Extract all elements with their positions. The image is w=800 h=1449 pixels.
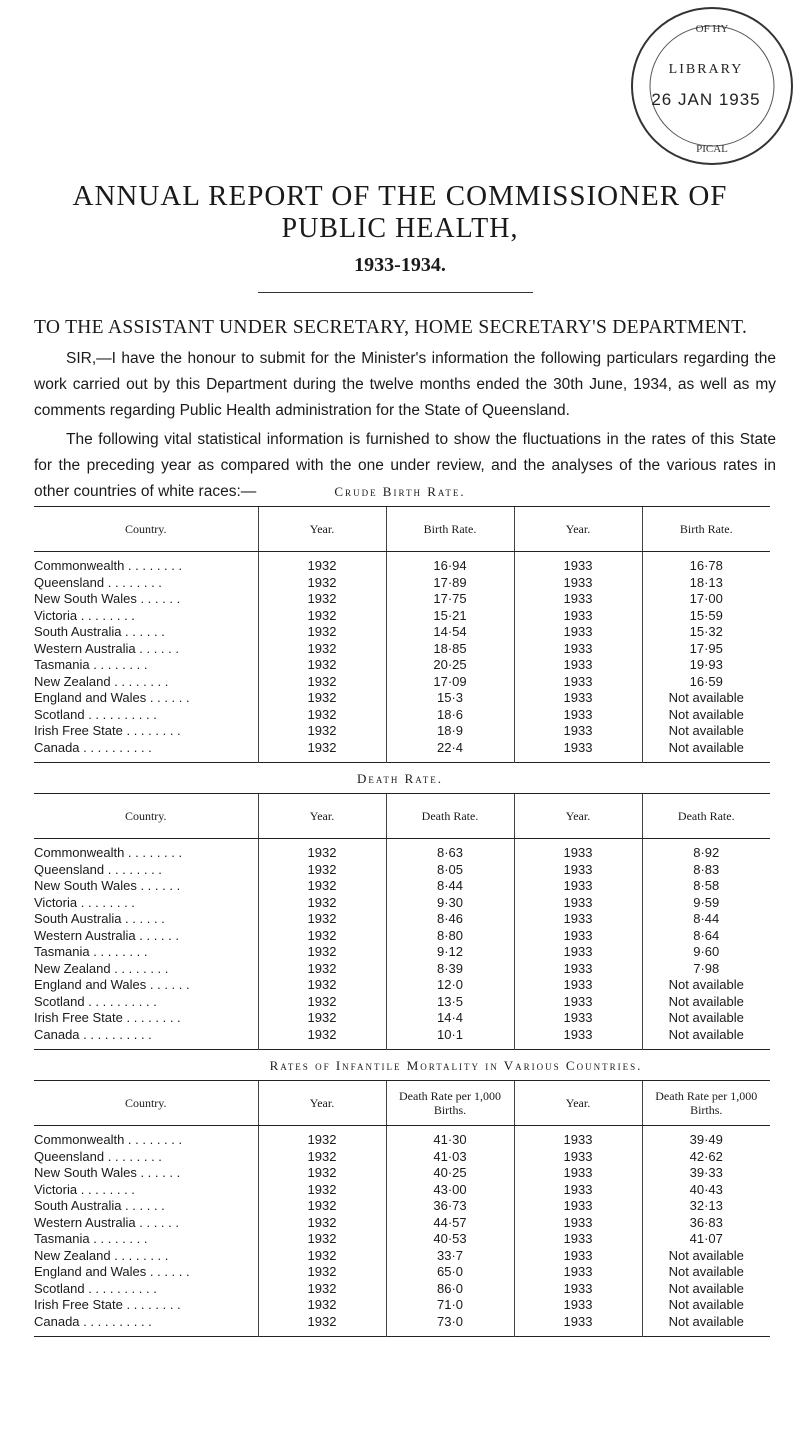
table-row [34, 944, 770, 961]
table-cell: 1932 [258, 994, 386, 1011]
intro-paragraph: SIR,—I have the honour to submit for the Minister's information the following particulars regarding the work carried out by this Department during the twelve months ended the 30th June, 1934, as well as my comments regarding Public Health administration for the State of Queensland. [34, 350, 776, 419]
table-cell: 1933 [514, 878, 642, 895]
table-cell: 8·80 [386, 928, 514, 945]
table-row [34, 1027, 770, 1050]
table-cell: 1932 [258, 911, 386, 928]
table-cell: 1932 [258, 1297, 386, 1314]
country-cell: New Zealand . . . . . . . . [34, 960, 169, 976]
table-cell: 40·25 [386, 1165, 514, 1182]
table-cell: 1933 [514, 862, 642, 879]
country-cell: Canada . . . . . . . . . . [34, 739, 152, 755]
table-cell: 1932 [258, 608, 386, 625]
country-cell: England and Wales . . . . . . [34, 1264, 190, 1280]
country-cell: Scotland . . . . . . . . . . [34, 993, 157, 1009]
table-row [34, 575, 770, 592]
table-cell: 1932 [258, 928, 386, 945]
table-cell: 17·00 [642, 591, 770, 608]
table-row [34, 723, 770, 740]
column-header: Death Rate per 1,000 Births. [642, 1081, 770, 1126]
country-cell: Victoria . . . . . . . . [34, 1181, 135, 1197]
birth-rate-table [34, 506, 770, 763]
table-cell: 1932 [258, 657, 386, 674]
table-cell: 12·0 [386, 977, 514, 994]
table-cell: 1932 [258, 591, 386, 608]
table-cell: 9·30 [386, 895, 514, 912]
column-header: Year. [514, 507, 642, 552]
table-cell: 33·7 [386, 1248, 514, 1265]
table-row [34, 707, 770, 724]
table-cell: 1932 [258, 1231, 386, 1248]
table-row [34, 624, 770, 641]
table-cell: 1932 [258, 624, 386, 641]
table-cell: 1932 [258, 1314, 386, 1337]
stamp-library-text: LIBRARY [668, 62, 744, 77]
country-cell: Tasmania . . . . . . . . [34, 657, 148, 673]
table-cell: 1932 [258, 895, 386, 912]
table-cell: 1933 [514, 1126, 642, 1149]
table-row [34, 1264, 770, 1281]
country-cell: Western Australia . . . . . . [34, 1214, 179, 1230]
table-cell: 1932 [258, 674, 386, 691]
table-cell: 1932 [258, 1165, 386, 1182]
table-cell: 86·0 [386, 1281, 514, 1298]
table-row [34, 1010, 770, 1027]
column-header: Year. [258, 507, 386, 552]
table-cell: 20·25 [386, 657, 514, 674]
table-cell: Not available [642, 994, 770, 1011]
table-cell: 8·46 [386, 911, 514, 928]
table-row [34, 928, 770, 945]
table-cell: 1932 [258, 1027, 386, 1050]
column-header: Country. [34, 794, 258, 839]
country-cell: Queensland . . . . . . . . [34, 1148, 162, 1164]
statistics-paragraph: The following vital statistical information is furnished to show the fluctuations in the rates of this State for the preceding year as compared with the one under review, and the analyses of the various rates in other countries of white races:— [34, 431, 776, 500]
table-cell: Not available [642, 1248, 770, 1265]
country-cell: Victoria . . . . . . . . [34, 894, 135, 910]
table-cell: 7·98 [642, 961, 770, 978]
table-cell: Not available [642, 723, 770, 740]
table-row [34, 895, 770, 912]
report-years: 1933-1934. [354, 254, 446, 276]
table-cell: Not available [642, 1281, 770, 1298]
table-cell: 19·93 [642, 657, 770, 674]
country-cell: New South Wales . . . . . . [34, 878, 181, 894]
table-cell: 44·57 [386, 1215, 514, 1232]
column-header: Death Rate. [386, 794, 514, 839]
country-cell: New South Wales . . . . . . [34, 591, 181, 607]
table-cell: 1933 [514, 1248, 642, 1265]
column-header: Death Rate per 1,000 Births. [386, 1081, 514, 1126]
table-cell: 18·13 [642, 575, 770, 592]
table-cell: 1932 [258, 977, 386, 994]
table-cell: 17·89 [386, 575, 514, 592]
table-row [34, 1198, 770, 1215]
country-cell: England and Wales . . . . . . [34, 977, 190, 993]
table-cell: 1932 [258, 961, 386, 978]
column-header: Country. [34, 507, 258, 552]
table-cell: 1933 [514, 994, 642, 1011]
country-cell: New Zealand . . . . . . . . [34, 673, 169, 689]
table-cell: 1933 [514, 1165, 642, 1182]
table-cell: 8·83 [642, 862, 770, 879]
table-cell: 1933 [514, 911, 642, 928]
table-cell: 9·59 [642, 895, 770, 912]
country-cell: Irish Free State . . . . . . . . [34, 1297, 181, 1313]
table-cell: 1932 [258, 740, 386, 763]
table-cell: 1933 [514, 1297, 642, 1314]
table-cell: 17·75 [386, 591, 514, 608]
country-cell: New Zealand . . . . . . . . [34, 1247, 169, 1263]
table-cell: 18·6 [386, 707, 514, 724]
table-cell: 1933 [514, 707, 642, 724]
table-row [34, 862, 770, 879]
table-cell: 1933 [514, 624, 642, 641]
table-cell: 71·0 [386, 1297, 514, 1314]
country-cell: Canada . . . . . . . . . . [34, 1313, 152, 1329]
library-stamp [616, 2, 796, 170]
country-cell: Irish Free State . . . . . . . . [34, 1010, 181, 1026]
table-cell: 8·92 [642, 839, 770, 862]
table-row [34, 1165, 770, 1182]
table-row [34, 1297, 770, 1314]
table-cell: 8·58 [642, 878, 770, 895]
country-cell: Commonwealth . . . . . . . . [34, 1132, 183, 1148]
table-cell: 9·60 [642, 944, 770, 961]
table-cell: Not available [642, 1314, 770, 1337]
table-cell: 1933 [514, 674, 642, 691]
country-cell: Queensland . . . . . . . . [34, 861, 162, 877]
table-cell: 22·4 [386, 740, 514, 763]
table-cell: 1933 [514, 944, 642, 961]
table-cell: 8·39 [386, 961, 514, 978]
table-row [34, 1248, 770, 1265]
table-cell: 65·0 [386, 1264, 514, 1281]
country-cell: New South Wales . . . . . . [34, 1165, 181, 1181]
column-header: Birth Rate. [386, 507, 514, 552]
country-cell: England and Wales . . . . . . [34, 690, 190, 706]
table-row [34, 552, 770, 575]
table-cell: Not available [642, 690, 770, 707]
table-cell: 1933 [514, 928, 642, 945]
column-header: Year. [514, 794, 642, 839]
table-cell: 13·5 [386, 994, 514, 1011]
table-cell: 40·43 [642, 1182, 770, 1199]
table-cell: Not available [642, 740, 770, 763]
table-cell: 14·54 [386, 624, 514, 641]
svg-text:PICAL: PICAL [696, 143, 728, 155]
table-row [34, 608, 770, 625]
death-rate-table [34, 793, 770, 1050]
divider [258, 292, 533, 293]
table-cell: 1932 [258, 878, 386, 895]
table-cell: 1932 [258, 641, 386, 658]
table-cell: 40·53 [386, 1231, 514, 1248]
table-row [34, 591, 770, 608]
table-row [34, 1126, 770, 1149]
table-cell: 10·1 [386, 1027, 514, 1050]
table-cell: 42·62 [642, 1149, 770, 1166]
table-cell: 8·05 [386, 862, 514, 879]
table-cell: 1932 [258, 707, 386, 724]
table-row [34, 740, 770, 763]
table-cell: 1933 [514, 641, 642, 658]
table-row [34, 657, 770, 674]
column-header: Death Rate. [642, 794, 770, 839]
table-row [34, 994, 770, 1011]
table-row [34, 839, 770, 862]
table-cell: 1933 [514, 1182, 642, 1199]
table-cell: Not available [642, 1027, 770, 1050]
country-cell: Tasmania . . . . . . . . [34, 1231, 148, 1247]
table-cell: 9·12 [386, 944, 514, 961]
table-cell: 18·85 [386, 641, 514, 658]
table-cell: 1933 [514, 591, 642, 608]
table-cell: 15·59 [642, 608, 770, 625]
table-cell: 1933 [514, 1010, 642, 1027]
svg-text:OF HY: OF HY [695, 23, 729, 35]
table-cell: 8·63 [386, 839, 514, 862]
table-cell: 1933 [514, 690, 642, 707]
table-cell: 1932 [258, 1126, 386, 1149]
table-cell: 41·30 [386, 1126, 514, 1149]
table-cell: 15·32 [642, 624, 770, 641]
table-cell: 1932 [258, 575, 386, 592]
table-cell: 1933 [514, 1231, 642, 1248]
table-cell: 16·59 [642, 674, 770, 691]
table-cell: 1932 [258, 839, 386, 862]
country-cell: Victoria . . . . . . . . [34, 607, 135, 623]
table-cell: 1932 [258, 1182, 386, 1199]
table-cell: 8·64 [642, 928, 770, 945]
table-cell: 17·95 [642, 641, 770, 658]
table-cell: 1932 [258, 944, 386, 961]
table-row [34, 1314, 770, 1337]
table-cell: 39·49 [642, 1126, 770, 1149]
table-cell: 1932 [258, 552, 386, 575]
table-cell: 1933 [514, 723, 642, 740]
table-row [34, 911, 770, 928]
table-row [34, 1231, 770, 1248]
table-cell: 1932 [258, 1198, 386, 1215]
table-cell: 1933 [514, 608, 642, 625]
table-cell: 1932 [258, 1248, 386, 1265]
table-cell: 15·21 [386, 608, 514, 625]
table-cell: 36·83 [642, 1215, 770, 1232]
table-row [34, 1182, 770, 1199]
table-cell: 1933 [514, 1215, 642, 1232]
table-cell: 1932 [258, 1010, 386, 1027]
table-cell: 43·00 [386, 1182, 514, 1199]
country-cell: South Australia . . . . . . [34, 624, 165, 640]
table-cell: Not available [642, 977, 770, 994]
column-header: Year. [258, 1081, 386, 1126]
column-header: Year. [258, 794, 386, 839]
column-header: Year. [514, 1081, 642, 1126]
table-cell: 8·44 [642, 911, 770, 928]
country-cell: Commonwealth . . . . . . . . [34, 845, 183, 861]
stamp-date: 26 JAN 1935 [651, 90, 761, 109]
table-cell: 36·73 [386, 1198, 514, 1215]
table-cell: 1932 [258, 723, 386, 740]
table-row [34, 961, 770, 978]
table-cell: 16·78 [642, 552, 770, 575]
table-cell: 1933 [514, 1281, 642, 1298]
table-cell: 1933 [514, 1314, 642, 1337]
table-cell: 32·13 [642, 1198, 770, 1215]
table-cell: 1932 [258, 1215, 386, 1232]
table-cell: 1933 [514, 740, 642, 763]
addressee-heading: TO THE ASSISTANT UNDER SECRETARY, HOME SECRETARY'S DEPARTMENT. [34, 317, 748, 338]
death-rate-title: Death Rate. [356, 771, 444, 786]
table-row [34, 674, 770, 691]
table-cell: 1932 [258, 1149, 386, 1166]
table-cell: 1933 [514, 1264, 642, 1281]
table-cell: 1933 [514, 895, 642, 912]
table-cell: 15·3 [386, 690, 514, 707]
country-cell: Western Australia . . . . . . [34, 927, 179, 943]
report-subtitle: PUBLIC HEALTH, [281, 213, 519, 244]
country-cell: Irish Free State . . . . . . . . [34, 723, 181, 739]
infant-mortality-title: Rates of Infantile Mortality in Various Countries. [269, 1058, 643, 1073]
table-cell: 73·0 [386, 1314, 514, 1337]
table-row [34, 641, 770, 658]
table-cell: 18·9 [386, 723, 514, 740]
table-cell: 41·07 [642, 1231, 770, 1248]
country-cell: Canada . . . . . . . . . . [34, 1026, 152, 1042]
birth-rate-title: Crude Birth Rate. [334, 484, 466, 499]
table-cell: 8·44 [386, 878, 514, 895]
table-cell: Not available [642, 1264, 770, 1281]
table-cell: 17·09 [386, 674, 514, 691]
table-cell: 1932 [258, 1281, 386, 1298]
country-cell: Queensland . . . . . . . . [34, 574, 162, 590]
infant-mortality-table [34, 1080, 770, 1337]
table-cell: 1932 [258, 862, 386, 879]
table-row [34, 1215, 770, 1232]
country-cell: South Australia . . . . . . [34, 911, 165, 927]
table-cell: Not available [642, 1010, 770, 1027]
table-cell: 1933 [514, 575, 642, 592]
table-cell: 39·33 [642, 1165, 770, 1182]
table-cell: 1933 [514, 839, 642, 862]
country-cell: Western Australia . . . . . . [34, 640, 179, 656]
table-cell: 1933 [514, 961, 642, 978]
country-cell: Tasmania . . . . . . . . [34, 944, 148, 960]
table-cell: Not available [642, 1297, 770, 1314]
table-cell: 1932 [258, 690, 386, 707]
table-row [34, 1281, 770, 1298]
table-cell: 14·4 [386, 1010, 514, 1027]
table-cell: 41·03 [386, 1149, 514, 1166]
table-cell: Not available [642, 707, 770, 724]
table-row [34, 977, 770, 994]
table-cell: 1933 [514, 552, 642, 575]
stamp-outline-icon [616, 2, 796, 170]
table-cell: 1933 [514, 977, 642, 994]
table-row [34, 878, 770, 895]
column-header: Birth Rate. [642, 507, 770, 552]
table-row [34, 690, 770, 707]
column-header: Country. [34, 1081, 258, 1126]
table-cell: 1933 [514, 1198, 642, 1215]
report-title: ANNUAL REPORT OF THE COMMISSIONER OF [72, 180, 728, 212]
table-cell: 1932 [258, 1264, 386, 1281]
country-cell: Scotland . . . . . . . . . . [34, 706, 157, 722]
country-cell: Commonwealth . . . . . . . . [34, 558, 183, 574]
table-cell: 1933 [514, 1027, 642, 1050]
table-cell: 1933 [514, 1149, 642, 1166]
table-cell: 16·94 [386, 552, 514, 575]
country-cell: Scotland . . . . . . . . . . [34, 1280, 157, 1296]
table-cell: 1933 [514, 657, 642, 674]
country-cell: South Australia . . . . . . [34, 1198, 165, 1214]
table-row [34, 1149, 770, 1166]
